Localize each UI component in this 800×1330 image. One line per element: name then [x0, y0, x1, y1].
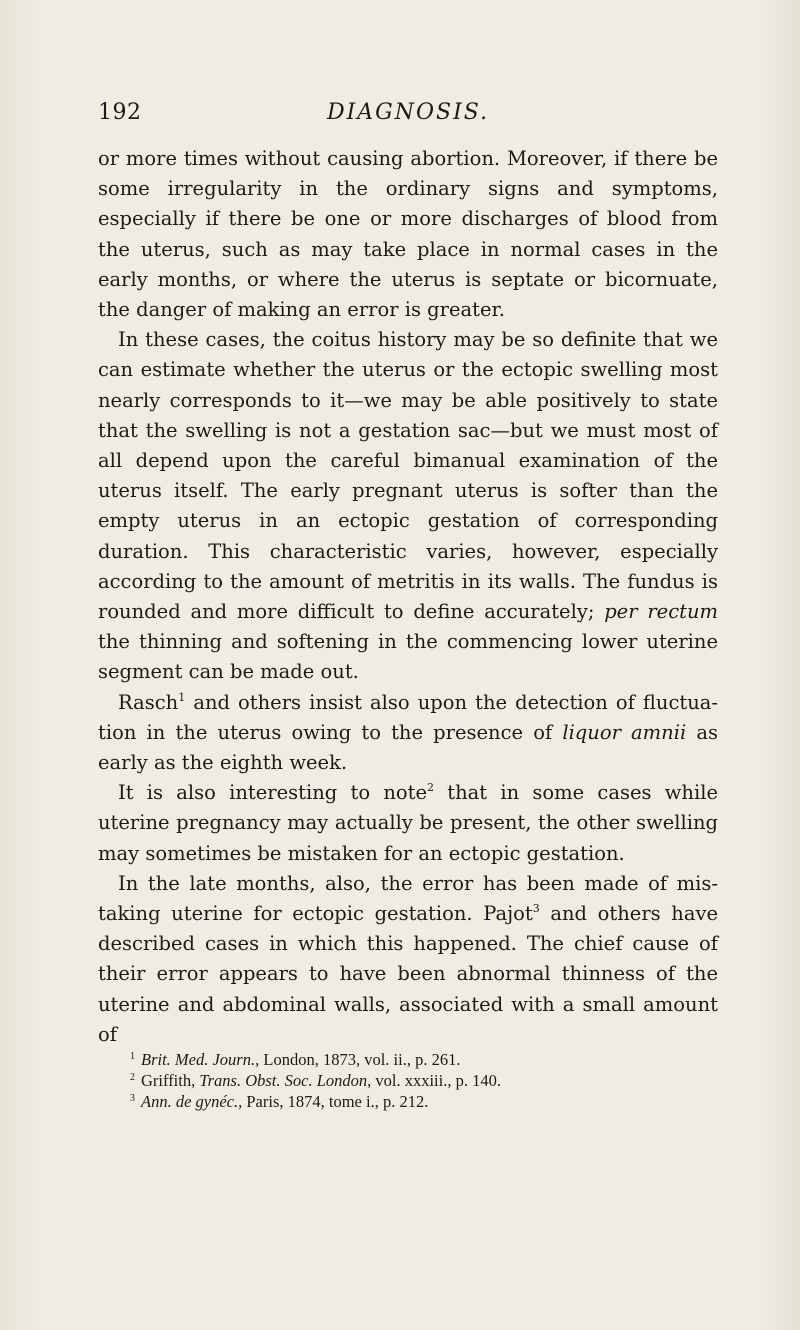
body-text	[98, 144, 718, 1050]
paragraph-3-text-b: and others insist also upon the detection of fluctua-tion in the uterus owing to the presence of	[98, 690, 718, 744]
running-head: DIAGNOSIS.	[326, 100, 490, 125]
paragraph-2-text-b: the thinning and softening in the commencing lower uterine segment can be made out.	[98, 630, 718, 684]
paragraph-5-text-a: In the late months, also, the error has been made of mis-taking uterine for ectopic gestation. Pajot	[98, 871, 718, 926]
paragraph-4-text-a: It is also interesting to note	[118, 781, 427, 805]
paragraph-3-text-a: Rasch	[118, 690, 179, 714]
footnote-source: Brit. Med. Journ.,	[141, 1050, 260, 1069]
footnote-source: Trans. Obst. Soc. London,	[199, 1071, 372, 1090]
footnote-number: 1	[130, 1051, 135, 1062]
paragraph-2-text-a: In these cases, the coitus history may be so definite that we can estimate whether the uterus or the ectopic swelling most nearly corresponds to it—we may be able positively to state that the swelling is not a gestation sac—but we must most of all depend upon the careful bimanual examination of the uterus itself. The early pregnant uterus is softer than the empty uterus in an ectopic gestation of corresponding duration. This characteristic varies, however, especially according to the amount of metritis in its walls. The fundus is rounded and more difficult to define accurately;	[98, 328, 718, 624]
paragraph-3	[98, 688, 718, 779]
page-number: 192	[98, 100, 142, 125]
footnote-1	[130, 1049, 720, 1070]
footnotes	[130, 1049, 720, 1112]
paragraph-3-text-c: as early as the eighth week.	[98, 720, 718, 775]
footnote-text: London, 1873, vol. ii., p. 261.	[263, 1050, 461, 1069]
paragraph-2	[98, 325, 718, 687]
paragraph-4	[98, 778, 718, 869]
footnote-ref-1: 1	[178, 690, 186, 704]
footnote-text: Paris, 1874, tome i., p. 212.	[246, 1092, 429, 1111]
paragraph-5	[98, 869, 718, 1050]
paragraph-3-italic: liquor amnii	[562, 720, 687, 744]
footnote-text: vol. xxxiii., p. 140.	[375, 1071, 501, 1090]
footnote-source: Ann. de gynéc.,	[141, 1092, 243, 1111]
footnote-number: 2	[130, 1072, 135, 1083]
footnote-ref-2: 2	[427, 781, 434, 795]
footnote-3	[130, 1091, 720, 1112]
paragraph-2-italic: per rectum	[604, 600, 719, 624]
footnote-2	[130, 1070, 720, 1091]
paragraph-5-text-b: and others have described cases in which this happened. The chief cause of their error appears to have been abnormal thinness of the uterine and abdominal walls, associated with a small amount of	[98, 902, 719, 1046]
footnote-number: 3	[130, 1093, 135, 1104]
paragraph-1	[98, 144, 718, 325]
footnote-ref-3: 3	[532, 902, 540, 916]
paragraph-1-text: or more times without causing abortion. Moreover, if there be some irregularity in the ordinary signs and symptoms, especially if there be one or more discharges of blood from the uterus, such as may take place in normal cases in the early months, or where the uterus is septate or bicornuate, the danger of making an error is greater.	[98, 147, 718, 322]
paragraph-4-text-b: that in some cases while uterine pregnancy may actually be present, the other swelling may sometimes be mistaken for an ectopic gestation.	[98, 781, 719, 865]
footnote-author: Griffith,	[141, 1071, 196, 1090]
page-header	[98, 100, 718, 140]
